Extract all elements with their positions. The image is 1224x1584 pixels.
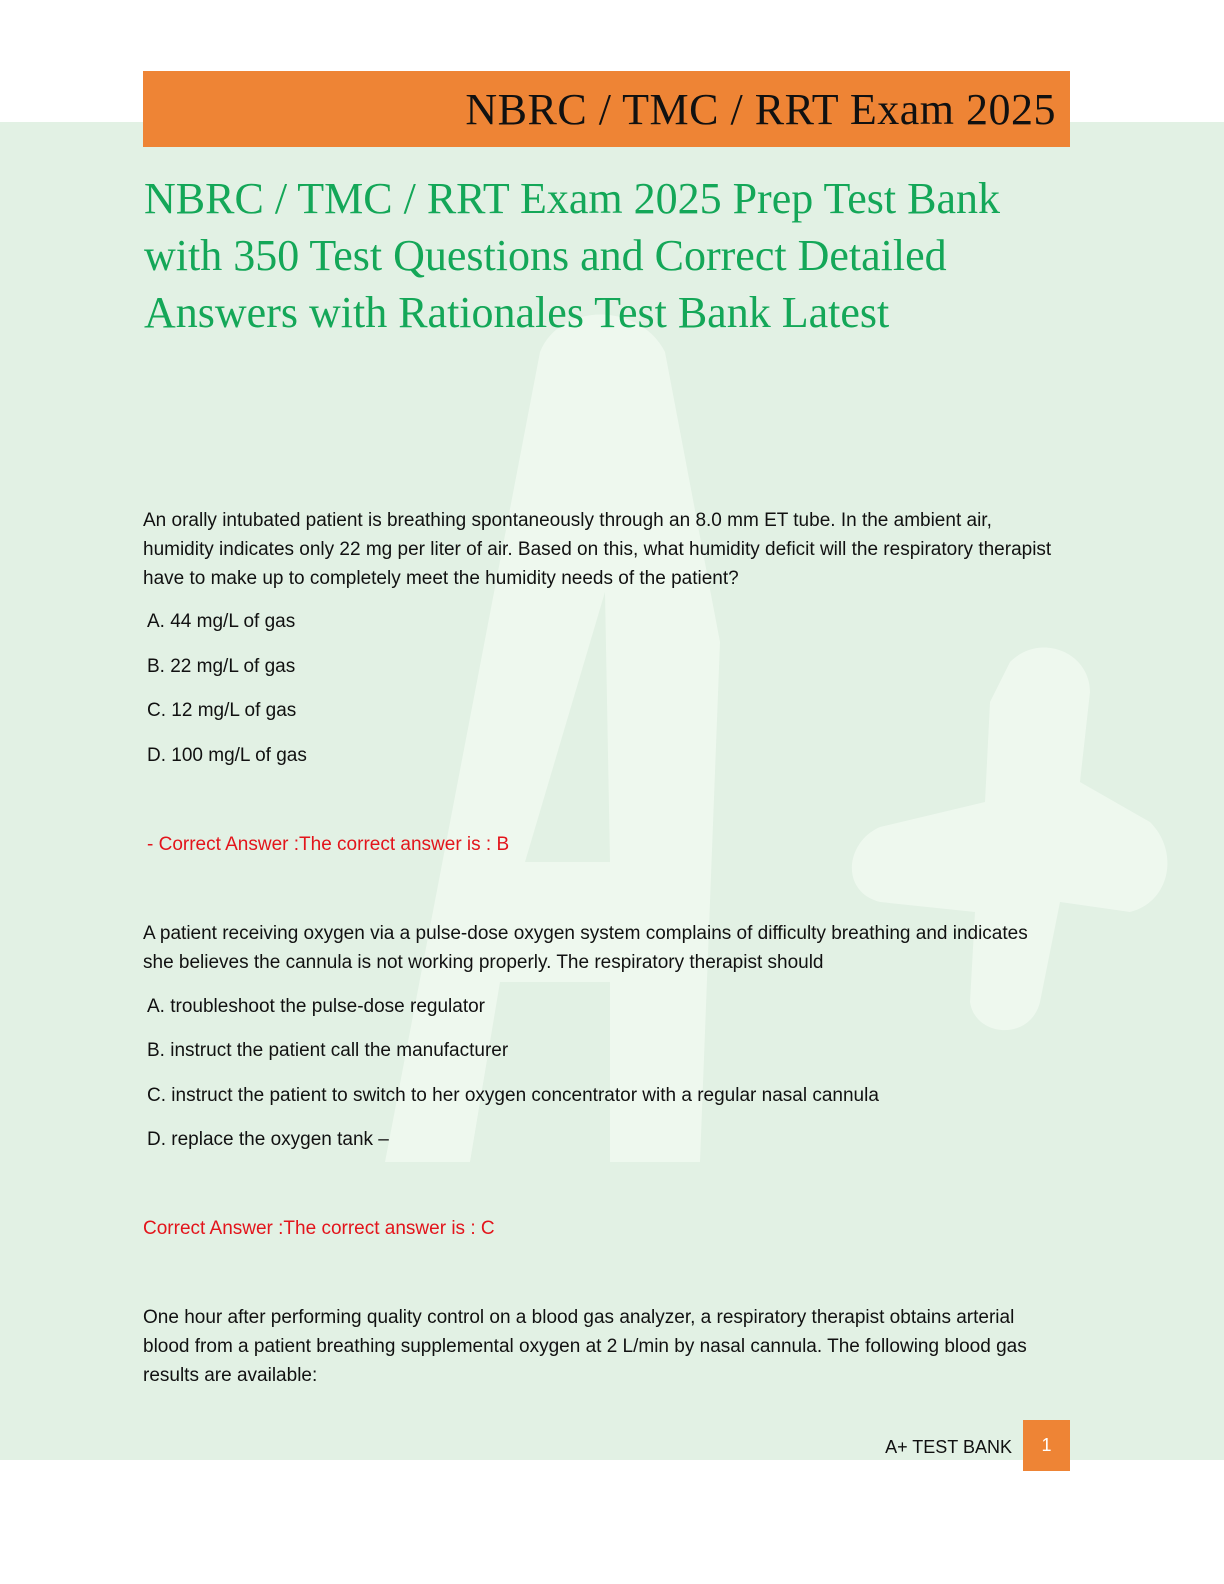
correct-answer: Correct Answer :The correct answer is : C [143, 1218, 495, 1239]
answer-option: D. 100 mg/L of gas [147, 745, 307, 766]
answer-option: A. troubleshoot the pulse-dose regulator [147, 996, 485, 1017]
question-block-1 [143, 506, 1063, 593]
question-block-3 [143, 1303, 1063, 1390]
page-number: 1 [1023, 1420, 1070, 1471]
correct-answer: - Correct Answer :The correct answer is : B [147, 834, 510, 855]
answer-option: C. instruct the patient to switch to her oxygen concentrator with a regular nasal cannula [147, 1085, 879, 1106]
question-text: An orally intubated patient is breathing spontaneously through an 8.0 mm ET tube. In the ambient air, humidity indicates only 22 mg per liter of air. Based on this, what humidity deficit will the respiratory therapist have to make up to completely meet the humidity needs of the patient? [143, 510, 1052, 589]
question-block-2 [143, 919, 1063, 977]
question-text: A patient receiving oxygen via a pulse-dose oxygen system complains of difficulty breathing and indicates she believes the cannula is not working properly. The respiratory therapist should [143, 923, 1028, 973]
answer-option: B. 22 mg/L of gas [147, 656, 296, 677]
question-text: One hour after performing quality control on a blood gas analyzer, a respiratory therapist obtains arterial blood from a patient breathing supplemental oxygen at 2 L/min by nasal cannula. The following blood gas results are available: [143, 1307, 1027, 1386]
answer-option: B. instruct the patient call the manufacturer [147, 1040, 509, 1061]
header-band [143, 71, 1070, 147]
answer-option: D. replace the oxygen tank – [147, 1129, 389, 1150]
answer-option: A. 44 mg/L of gas [147, 611, 296, 632]
header-title: NBRC / TMC / RRT Exam 2025 [465, 84, 1056, 134]
answer-option: C. 12 mg/L of gas [147, 700, 297, 721]
document-title: NBRC / TMC / RRT Exam 2025 Prep Test Bank with 350 Test Questions and Correct Detailed Answers with Rationales Test Bank Latest [144, 174, 1001, 337]
footer-label: A+ TEST BANK [885, 1437, 1012, 1457]
